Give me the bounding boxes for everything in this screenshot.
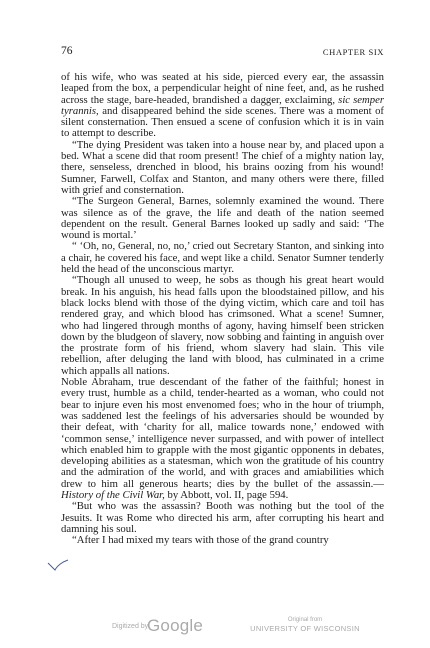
handwritten-checkmark [47,558,69,572]
paragraph: “Though all unused to weep, he sobs as though his great heart would break. In his anguish, his head falls upon the bloodstained pillow, and his black locks blend with those of the dying victim, which care and toil has rendered gray, and which blood has crimsoned. What a scene! Sumner, who had lingered through months of agony, having himself been stricken down by the bludgeon of slavery, now sobbing and fainting in anguish over the prostrate form of his friend, whom slavery had slain. This vile rebellion, after deluging the land with blood, has culminated in a crime which appalls all nations. [61,274,384,377]
paragraph: “But who was the assassin? Booth was nothing but the tool of the Jesuits. It was Rome who directed his arm, after corrupting his heart and damning his soul. [61,500,384,535]
paragraph: “The Surgeon General, Barnes, solemnly examined the wound. There was silence as of the grave, the life and death of the nation seemed dependent on the result. General Barnes looked up sadly and said: ‘The wound is mortal.’ [61,195,384,242]
source-attribution [250,617,360,633]
page-number: 76 [61,45,73,57]
google-logo: Google [147,616,204,635]
original-from-label: Original from [287,617,323,623]
page-body [61,72,384,546]
digitized-by-label: Digitized by [112,623,149,630]
paragraph: of his wife, who was seated at his side, pierced every ear, the assassin leaped from the box, a perpendicular height of nine feet, and, as he rushed across the stage, bare-headed, brandished a dagger, exclaiming, sic semper tyrannis, and disappeared behind the side scenes. There was a moment of silent consternation. Then ensued a scene of confusion which it is in vain to attempt to describe. [61,71,384,140]
paragraph: “ ‘Oh, no, General, no, no,’ cried out Secretary Stanton, and sinking into a chair, he covered his face, and wept like a child. Senator Sumner tenderly held the head of the unconscious martyr. [61,240,384,276]
page-header [61,45,384,59]
paragraph: Noble Abraham, true descendant of the father of the faithful; honest in every trust, humble as a child, tender-hearted as a woman, who could not bear to injure even his most envenomed foes; who in the hour of triumph, was saddened lest the feelings of his adversaries should be wounded by their defeat, with ‘charity for all, malice towards none,’ endowed with ‘common sense,’ intelligence never surpassed, and with power of intellect which enabled him to grapple with the most gigantic opponents in debates, developing abilities as a statesman, which won the gratitude of his country and the admiration of the world, and with graces and amiabilities which drew to him all generous hearts; dies by the bullet of the assassin.—History of the Civil War, by Abbott, vol. II, page 594. [61,376,384,501]
page-footer [0,617,430,639]
paragraph: “After I had mixed my tears with those of the grand country [72,534,329,547]
chapter-title: CHAPTER SIX [322,47,384,57]
paragraph: “The dying President was taken into a house near by, and placed upon a bed. What a scene did that room present! The chief of a mighty nation lay, there, senseless, drenched in blood, his brains oozing from his wound! Sumner, Farwell, Colfax and Stanton, and many others were there, filled with grief and consternation. [61,138,384,196]
institution-name: UNIVERSITY OF WISCONSIN [250,624,360,633]
